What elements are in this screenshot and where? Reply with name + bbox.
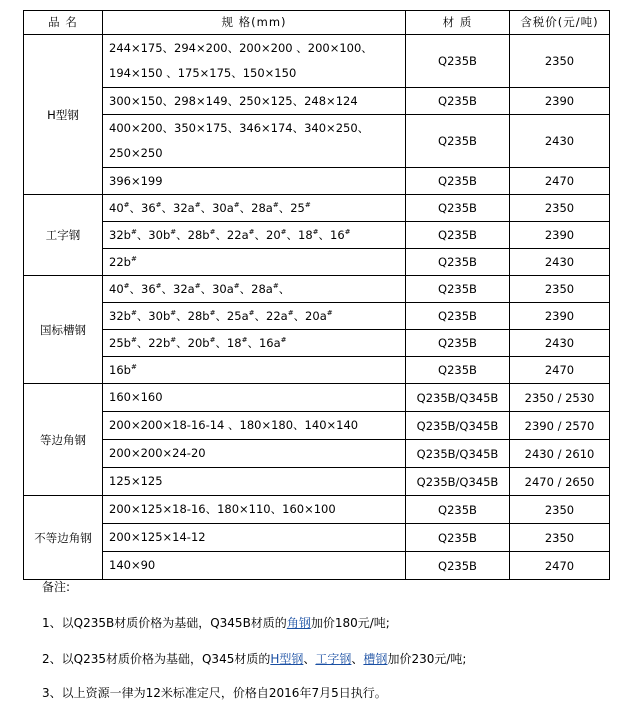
price-cell: 2390 [510, 303, 610, 330]
spec-cell [103, 384, 406, 412]
header-spec: 规 格(mm) [103, 11, 406, 35]
spec-line: 396×199 [109, 173, 163, 188]
material-cell: Q235B/Q345B [406, 412, 510, 440]
material-cell: Q235B/Q345B [406, 440, 510, 468]
price-cell: 2390 / 2570 [510, 412, 610, 440]
price-cell: 2350 [510, 35, 610, 88]
note-2-sep-1: 、 [303, 652, 316, 666]
size-mark: # [209, 335, 216, 344]
product-name-cell: 等边角钢 [24, 384, 103, 496]
spec-cell [103, 195, 406, 222]
header-name: 品 名 [24, 11, 103, 35]
price-cell: 2350 [510, 195, 610, 222]
material-cell: Q235B [406, 496, 510, 524]
material-cell: Q235B [406, 357, 510, 384]
spec-cell [103, 468, 406, 496]
price-cell: 2470 / 2650 [510, 468, 610, 496]
material-cell: Q235B [406, 330, 510, 357]
size-mark: # [248, 308, 255, 317]
spec-line: 22b# [109, 254, 137, 269]
table-row [24, 168, 610, 195]
price-cell: 2350 / 2530 [510, 384, 610, 412]
product-name-cell: 不等边角钢 [24, 496, 103, 580]
material-cell: Q235B [406, 222, 510, 249]
material-cell: Q235B [406, 115, 510, 168]
note-2-text-a: 2、以Q235材质价格为基础，Q345材质的 [42, 652, 271, 666]
table-row [24, 88, 610, 115]
material-cell: Q235B/Q345B [406, 384, 510, 412]
size-mark: # [130, 362, 137, 371]
material-cell: Q235B [406, 552, 510, 580]
spec-cell [103, 303, 406, 330]
material-cell: Q235B [406, 524, 510, 552]
price-cell: 2350 [510, 524, 610, 552]
spec-cell [103, 222, 406, 249]
spec-cell [103, 88, 406, 115]
table-row [24, 222, 610, 249]
material-cell: Q235B/Q345B [406, 468, 510, 496]
spec-line: 200×125×14-12 [109, 530, 206, 544]
size-mark: # [194, 281, 201, 290]
table-body [24, 35, 610, 580]
table-row [24, 384, 610, 412]
spec-line: 200×125×18-16、180×110、160×100 [109, 502, 336, 516]
price-cell: 2390 [510, 88, 610, 115]
size-mark: # [209, 227, 216, 236]
size-mark: # [123, 200, 130, 209]
spec-cell [103, 496, 406, 524]
material-cell: Q235B [406, 303, 510, 330]
price-cell: 2430 [510, 330, 610, 357]
size-mark: # [326, 308, 333, 317]
note-2 [42, 650, 466, 667]
table-row [24, 35, 610, 88]
note-2-sep-2: 、 [351, 652, 364, 666]
price-cell: 2430 [510, 115, 610, 168]
note-1-text-a: 1、以Q235B材质价格为基础，Q345B材质的 [42, 616, 287, 630]
price-cell: 2430 / 2610 [510, 440, 610, 468]
size-mark: # [170, 335, 177, 344]
notes-title: 备注: [42, 580, 71, 594]
spec-line: 25b#、22b#、20b#、18#、16a# [109, 335, 287, 350]
spec-line: 300×150、298×149、250×125、248×124 [109, 93, 358, 108]
table-row [24, 249, 610, 276]
table-row [24, 115, 610, 168]
size-mark: # [194, 200, 201, 209]
size-mark: # [344, 227, 351, 236]
spec-cell [103, 330, 406, 357]
spec-line: 160×160 [109, 390, 163, 404]
size-mark: # [209, 308, 216, 317]
product-name-cell: 工字钢 [24, 195, 103, 276]
spec-cell [103, 357, 406, 384]
spec-line: 40#、36#、32a#、30a#、28a#、25# [109, 200, 311, 215]
size-mark: # [233, 281, 240, 290]
size-mark: # [280, 335, 287, 344]
price-cell: 2430 [510, 249, 610, 276]
size-mark: # [248, 227, 255, 236]
size-mark: # [155, 281, 162, 290]
price-cell: 2470 [510, 552, 610, 580]
size-mark: # [287, 308, 294, 317]
spec-cell [103, 35, 406, 88]
size-mark: # [130, 227, 137, 236]
header-material: 材 质 [406, 11, 510, 35]
spec-cell [103, 115, 406, 168]
size-mark: # [304, 200, 311, 209]
price-cell: 2470 [510, 357, 610, 384]
price-table [23, 10, 610, 580]
table-row [24, 440, 610, 468]
size-mark: # [241, 335, 248, 344]
material-cell: Q235B [406, 276, 510, 303]
note-2-text-b: 加价230元/吨; [387, 652, 467, 666]
size-mark: # [170, 227, 177, 236]
spec-cell [103, 249, 406, 276]
spec-line: 244×175、294×200、200×200 、200×100、 [109, 41, 373, 55]
material-cell: Q235B [406, 88, 510, 115]
material-cell: Q235B [406, 35, 510, 88]
price-cell: 2350 [510, 496, 610, 524]
size-mark: # [272, 281, 279, 290]
size-mark: # [130, 254, 137, 263]
note-1 [42, 614, 390, 631]
note-3: 3、以上资源一律为12米标准定尺，价格自2016年7月5日执行。 [42, 686, 387, 700]
size-mark: # [233, 200, 240, 209]
spec-cell [103, 552, 406, 580]
table-row [24, 195, 610, 222]
product-name-cell: 国标槽钢 [24, 276, 103, 384]
table-row [24, 303, 610, 330]
link-i-beam[interactable]: 工字钢 [315, 652, 352, 666]
spec-cell [103, 440, 406, 468]
spec-line: 200×200×18-16-14 、180×180、140×140 [109, 418, 359, 432]
link-angle-steel[interactable]: 角钢 [286, 616, 311, 630]
material-cell: Q235B [406, 249, 510, 276]
table-row [24, 276, 610, 303]
spec-line: 125×125 [109, 474, 163, 488]
spec-cell [103, 524, 406, 552]
header-price: 含税价(元/吨) [510, 11, 610, 35]
spec-line: 32b#、30b#、28b#、22a#、20#、18#、16# [109, 227, 351, 242]
size-mark: # [130, 335, 137, 344]
spec-cell [103, 412, 406, 440]
spec-line: 32b#、30b#、28b#、25a#、22a#、20a# [109, 308, 333, 323]
link-h-beam[interactable]: H型钢 [270, 652, 304, 666]
price-cell: 2390 [510, 222, 610, 249]
header-row [24, 11, 610, 35]
spec-line: 200×200×24-20 [109, 446, 206, 460]
spec-line: 140×90 [109, 558, 156, 572]
table-row [24, 496, 610, 524]
spec-cell [103, 168, 406, 195]
table-row [24, 552, 610, 580]
table-row [24, 468, 610, 496]
price-cell: 2470 [510, 168, 610, 195]
table-row [24, 524, 610, 552]
spec-line: 250×250 [109, 146, 163, 160]
size-mark: # [123, 281, 130, 290]
spec-line: 194×150 、175×175、150×150 [109, 66, 297, 80]
price-cell: 2350 [510, 276, 610, 303]
size-mark: # [155, 200, 162, 209]
table-row [24, 357, 610, 384]
spec-cell [103, 276, 406, 303]
size-mark: # [280, 227, 287, 236]
size-mark: # [170, 308, 177, 317]
spec-line: 40#、36#、32a#、30a#、28a#、 [109, 281, 291, 296]
spec-line: 16b# [109, 362, 137, 377]
spec-line: 400×200、350×175、346×174、340×250、 [109, 121, 370, 135]
link-channel-steel[interactable]: 槽钢 [363, 652, 388, 666]
material-cell: Q235B [406, 168, 510, 195]
size-mark: # [130, 308, 137, 317]
note-1-text-b: 加价180元/吨; [310, 616, 390, 630]
material-cell: Q235B [406, 195, 510, 222]
product-name-cell: H型钢 [24, 35, 103, 195]
table-row [24, 330, 610, 357]
table-row [24, 412, 610, 440]
size-mark: # [312, 227, 319, 236]
size-mark: # [272, 200, 279, 209]
